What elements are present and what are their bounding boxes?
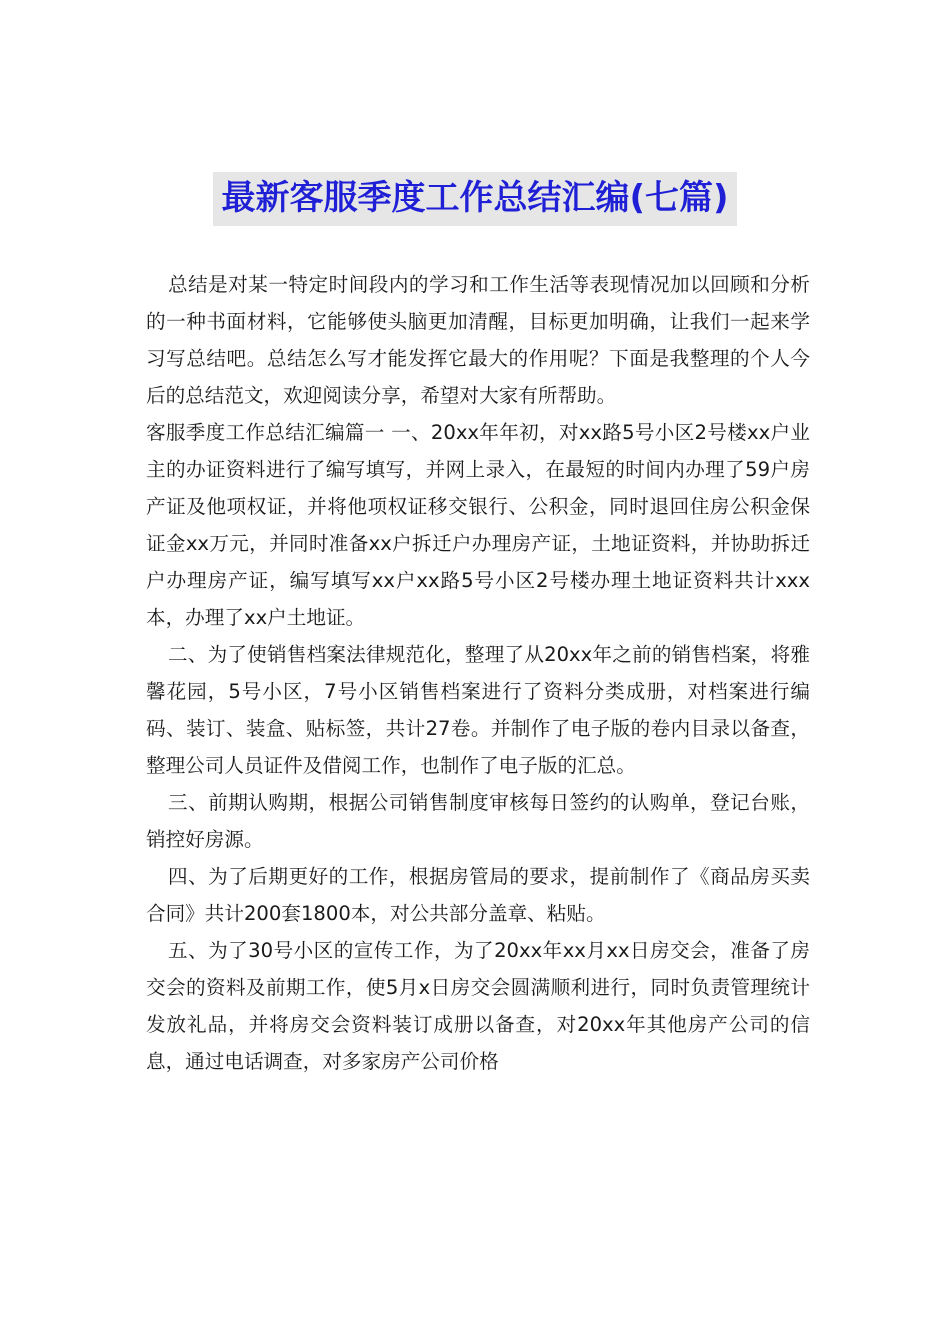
document-body: [146, 266, 810, 1080]
section-five-paragraph: 五、为了30号小区的宣传工作，为了20xx年xx月xx日房交会，准备了房交会的资料及前期工作，使5月x日房交会圆满顺利进行，同时负责管理统计发放礼品，并将房交会资料装订成册以备查，对20xx年其他房产公司的信息，通过电话调查，对多家房产公司价格: [146, 939, 810, 1073]
section-one-paragraph: 客服季度工作总结汇编篇一 一、20xx年年初，对xx路5号小区2号楼xx户业主的办证资料进行了编写填写，并网上录入，在最短的时间内办理了59户房产证及他项权证，并将他项权证移交银行、公积金，同时退回住房公积金保证金xx万元，并同时准备xx户拆迁户办理房产证，土地证资料，并协助拆迁户办理房产证，编写填写xx户xx路5号小区2号楼办理土地证资料共计xxx本，办理了xx户土地证。: [146, 421, 810, 629]
intro-paragraph: 总结是对某一特定时间段内的学习和工作生活等表现情况加以回顾和分析的一种书面材料，它能够使头脑更加清醒，目标更加明确，让我们一起来学习写总结吧。总结怎么写才能发挥它最大的作用呢？下面是我整理的个人今后的总结范文，欢迎阅读分享，希望对大家有所帮助。: [146, 273, 810, 407]
section-two-paragraph: 二、为了使销售档案法律规范化，整理了从20xx年之前的销售档案，将雅馨花园，5号小区，7号小区销售档案进行了资料分类成册，对档案进行编码、装订、装盒、贴标签，共计27卷。并制作了电子版的卷内目录以备查，整理公司人员证件及借阅工作，也制作了电子版的汇总。: [146, 643, 810, 777]
section-four-paragraph: 四、为了后期更好的工作，根据房管局的要求，提前制作了《商品房买卖合同》共计200套1800本，对公共部分盖章、粘贴。: [146, 865, 810, 925]
section-three-paragraph: 三、前期认购期，根据公司销售制度审核每日签约的认购单，登记台账，销控好房源。: [146, 791, 810, 851]
title-wrapper: [0, 172, 950, 226]
document-title: 最新客服季度工作总结汇编(七篇): [213, 172, 736, 226]
